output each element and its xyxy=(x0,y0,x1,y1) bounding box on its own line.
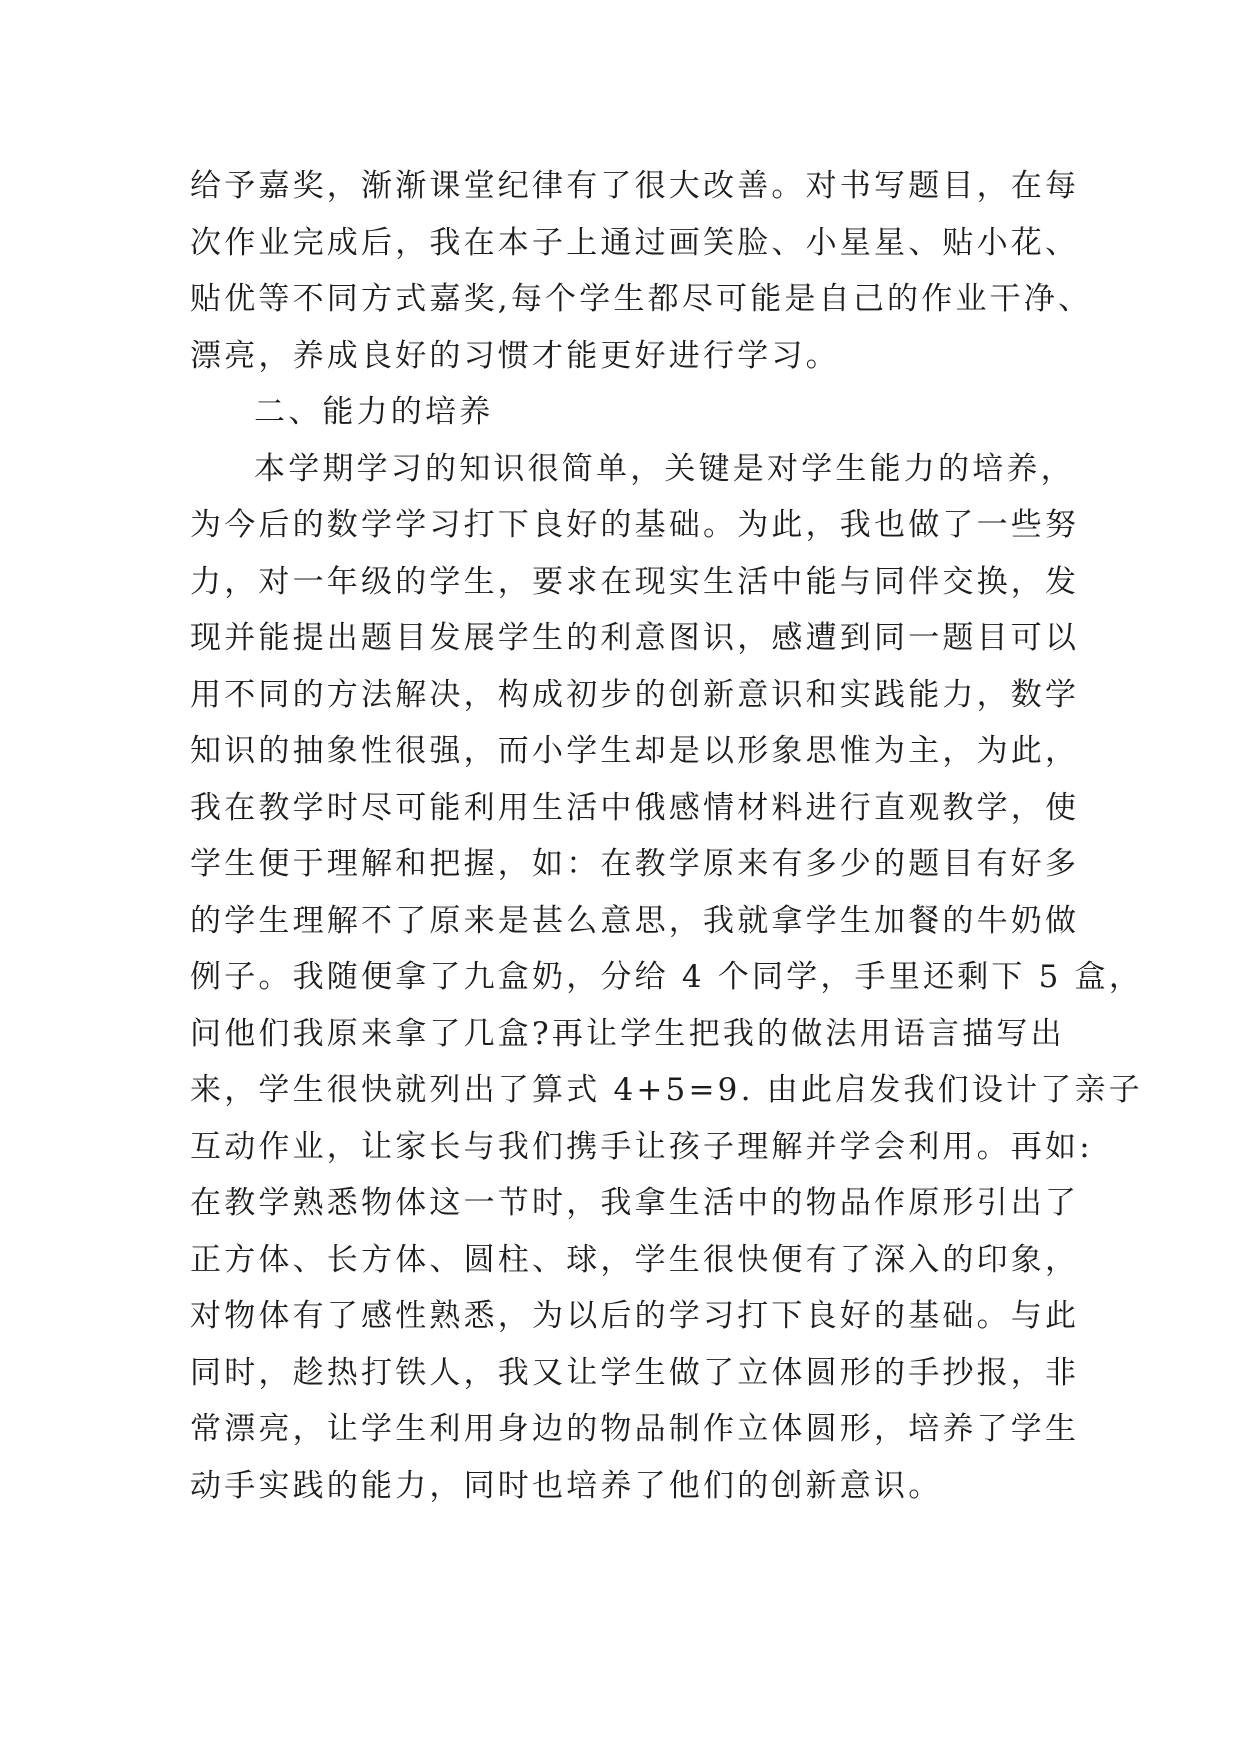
paragraph-line: 学生便于理解和把握，如：在教学原来有多少的题目有好多 xyxy=(190,846,1080,882)
paragraph-line: 例子。我随便拿了九盒奶，分给 4 个同学，手里还剩下 5 盒， xyxy=(190,959,1144,995)
paragraph-line: 动手实践的能力，同时也培养了他们的创新意识。 xyxy=(190,1467,943,1504)
paragraph-line: 现并能提出题目发展学生的利意图识，感遭到同一题目可以 xyxy=(190,620,1080,656)
paragraph-line: 互动作业，让家长与我们携手让孩子理解并学会利用。再如: xyxy=(190,1128,1093,1165)
paragraph-line: 正方体、长方体、圆柱、球，学生很快便有了深入的印象， xyxy=(190,1241,1080,1278)
paragraph-line: 我在教学时尽可能利用生活中俄感情材料进行直观教学，使 xyxy=(190,789,1080,826)
paragraph-line: 对物体有了感性熟悉，为以后的学习打下良好的基础。与此 xyxy=(190,1298,1080,1334)
paragraph-line: 问他们我原来拿了几盒?再让学生把我的做法用语言描写出 xyxy=(190,1015,1065,1052)
paragraph-line: 给予嘉奖，渐渐课堂纪律有了很大改善。对书写题目，在每 xyxy=(190,168,1080,204)
paragraph-line: 知识的抽象性很强，而小学生却是以形象思惟为主，为此， xyxy=(190,733,1080,769)
paragraph-line: 常漂亮，让学生利用身边的物品制作立体圆形，培养了学生 xyxy=(190,1411,1080,1447)
paragraph-line: 来，学生很快就列出了算式 4+5=9. 由此启发我们设计了亲子 xyxy=(190,1072,1143,1108)
paragraph-line: 漂亮，养成良好的习惯才能更好进行学习。 xyxy=(190,337,840,374)
section-heading: 二、能力的培养 xyxy=(254,394,494,430)
paragraph-line: 贴优等不同方式嘉奖,每个学生都尽可能是自己的作业干净、 xyxy=(190,281,1093,317)
paragraph-line: 的学生理解不了原来是甚么意思，我就拿学生加餐的牛奶做 xyxy=(190,902,1080,939)
paragraph-line: 用不同的方法解决，构成初步的创新意识和实践能力，数学 xyxy=(190,676,1080,713)
paragraph-first-line: 本学期学习的知识很简单，关键是对学生能力的培养， xyxy=(254,450,1075,487)
paragraph-line: 力，对一年级的学生，要求在现实生活中能与同伴交换，发 xyxy=(190,563,1080,600)
paragraph-line: 同时，趁热打铁人，我又让学生做了立体圆形的手抄报，非 xyxy=(190,1354,1080,1391)
paragraph-line: 次作业完成后，我在本子上通过画笑脸、小星星、贴小花、 xyxy=(190,224,1080,261)
paragraph-line: 为今后的数学学习打下良好的基础。为此，我也做了一些努 xyxy=(190,507,1080,543)
document-body xyxy=(190,158,1144,1514)
paragraph-line: 在教学熟悉物体这一节时，我拿生活中的物品作原形引出了 xyxy=(190,1185,1080,1221)
